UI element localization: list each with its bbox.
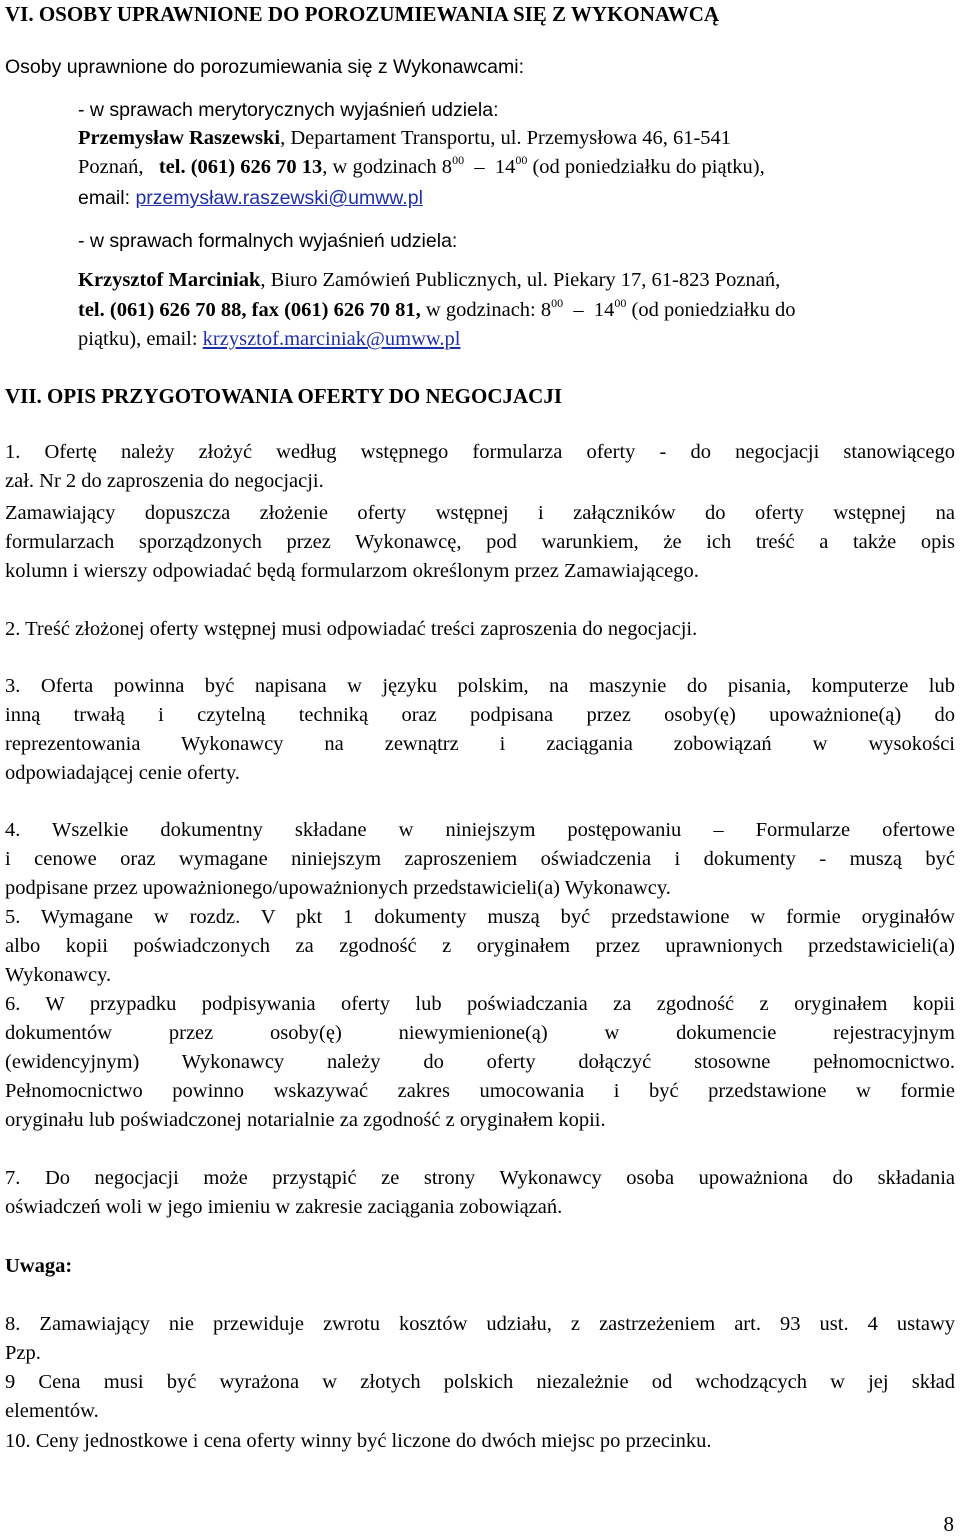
formal-email-link[interactable]: krzysztof.marciniak@umww.pl: [202, 328, 461, 350]
paragraph-line: (ewidencyjnym) Wykonawcy należy do oferty dołączyć stosowne pełnomocnictwo.: [5, 1051, 955, 1073]
section-7-heading: VII. OPIS PRZYGOTOWANIA OFERTY DO NEGOCJACJI: [5, 384, 563, 408]
formal-contact-name: Krzysztof Marciniak: [78, 269, 261, 291]
paragraph-line: podpisane przez upoważnionego/upoważnionych przedstawicieli(a) Wykonawcy.: [5, 877, 671, 899]
merit-hours-prefix: , w godzinach 8: [322, 156, 453, 178]
note-line: elementów.: [5, 1400, 99, 1422]
note-line: 8. Zamawiający nie przewiduje zwrotu kosztów udziału, z zastrzeżeniem art. 93 ust. 4 ustawy: [5, 1313, 955, 1335]
merit-contact-label: - w sprawach merytorycznych wyjaśnień udziela:: [78, 99, 499, 121]
merit-email-label: email:: [78, 187, 131, 209]
paragraph-line: 1. Ofertę należy złożyć według wstępnego formularza oferty - do negocjacji stanowiącego: [5, 441, 955, 463]
contacts-intro: Osoby uprawnione do porozumiewania się z Wykonawcami:: [5, 56, 524, 78]
paragraph-line: 5. Wymagane w rozdz. V pkt 1 dokumenty muszą być przedstawione w formie oryginałów: [5, 906, 955, 928]
note-line: Pzp.: [5, 1342, 41, 1364]
paragraph-line: kolumn i wierszy odpowiadać będą formularzom określonym przez Zamawiającego.: [5, 560, 699, 582]
merit-contact-line-2: [78, 153, 955, 182]
formal-contact-line-1: [78, 266, 955, 295]
merit-hours-end: 14: [494, 156, 516, 178]
formal-days-end: piątku), email:: [78, 328, 203, 350]
merit-contact-address: , Departament Transportu, ul. Przemysłowa 46, 61-541: [280, 127, 732, 149]
paragraph-line: dokumentów przez osoby(ę) niewymienione(ą) w dokumencie rejestracyjnym: [5, 1022, 955, 1044]
note-line: 9 Cena musi być wyrażona w złotych polskich niezależnie od wchodzących w jej skład: [5, 1371, 955, 1393]
paragraph-line: reprezentowania Wykonawcy na zewnątrz i zaciągania zobowiązań w wysokości: [5, 733, 955, 755]
paragraph-line: i cenowe oraz wymagane niniejszym zaproszeniem oświadczenia i dokumenty - muszą być: [5, 848, 955, 870]
formal-hours-prefix: w godzinach: 8: [420, 299, 552, 321]
merit-contact-city: Poznań,: [78, 156, 144, 178]
formal-contact-address: , Biuro Zamówień Publicznych, ul. Piekary 17, 61-823 Poznań,: [260, 269, 781, 291]
paragraph-line: 7. Do negocjacji może przystąpić ze strony Wykonawcy osoba upoważniona do składania: [5, 1167, 955, 1189]
formal-contact-line-2: [78, 296, 955, 325]
paragraph-line: zał. Nr 2 do zaproszenia do negocjacji.: [5, 470, 324, 492]
formal-hours-dash: –: [573, 299, 584, 321]
merit-email-line: [78, 184, 955, 213]
page-number: 8: [943, 1512, 954, 1536]
merit-contact-name: Przemysław Raszewski: [78, 127, 281, 149]
merit-hours-sup-2: 00: [515, 153, 528, 167]
note-heading: Uwaga:: [5, 1255, 73, 1277]
formal-hours-end: 14: [593, 299, 615, 321]
formal-days: (od poniedziałku do: [631, 299, 796, 321]
note-line: 10. Ceny jednostkowe i cena oferty winny być liczone do dwóch miejsc po przecinku.: [5, 1430, 712, 1452]
merit-tel-label: tel.: [158, 156, 186, 178]
paragraph-line: oświadczeń woli w jego imieniu w zakresie zaciągania zobowiązań.: [5, 1196, 563, 1218]
merit-email-link[interactable]: przemysław.raszewski@umww.pl: [135, 187, 423, 209]
formal-hours-sup-1: 00: [551, 296, 564, 310]
formal-tel-fax: tel. (061) 626 70 88, fax (061) 626 70 81,: [78, 299, 421, 321]
paragraph-line: Zamawiający dopuszcza złożenie oferty wstępnej i załączników do oferty wstępnej na: [5, 502, 955, 524]
merit-hours-sup-1: 00: [452, 153, 465, 167]
merit-days: (od poniedziałku do piątku),: [532, 156, 765, 178]
paragraph-line: 2. Treść złożonej oferty wstępnej musi odpowiadać treści zaproszenia do negocjacji.: [5, 618, 698, 640]
merit-tel-number: (061) 626 70 13: [190, 156, 323, 178]
paragraph-line: Pełnomocnictwo powinno wskazywać zakres umocowania i być przedstawione w formie: [5, 1080, 955, 1102]
paragraph-line: albo kopii poświadczonych za zgodność z oryginałem przez uprawnionych przedstawicieli(a): [5, 935, 955, 957]
paragraph-line: formularzach sporządzonych przez Wykonawcę, pod warunkiem, że ich treść a także opis: [5, 531, 955, 553]
merit-contact-line-1: [78, 124, 955, 153]
section-6-heading: VI. OSOBY UPRAWNIONE DO POROZUMIEWANIA SIĘ Z WYKONAWCĄ: [5, 2, 720, 26]
paragraph-line: oryginału lub poświadczonej notarialnie za zgodność z oryginałem kopii.: [5, 1109, 606, 1131]
paragraph-line: odpowiadającej cenie oferty.: [5, 762, 240, 784]
formal-email-line: [78, 325, 955, 354]
formal-hours-sup-2: 00: [614, 296, 627, 310]
merit-hours-dash: –: [474, 156, 485, 178]
formal-contact-label: - w sprawach formalnych wyjaśnień udziela:: [78, 230, 458, 252]
paragraph-line: 3. Oferta powinna być napisana w języku polskim, na maszynie do pisania, komputerze lub: [5, 675, 955, 697]
paragraph-line: 4. Wszelkie dokumentny składane w niniejszym postępowaniu – Formularze ofertowe: [5, 819, 955, 841]
paragraph-line: Wykonawcy.: [5, 964, 112, 986]
paragraph-line: inną trwałą i czytelną techniką oraz podpisana przez osoby(ę) upoważnione(ą) do: [5, 704, 955, 726]
paragraph-line: 6. W przypadku podpisywania oferty lub poświadczania za zgodność z oryginałem kopii: [5, 993, 955, 1015]
